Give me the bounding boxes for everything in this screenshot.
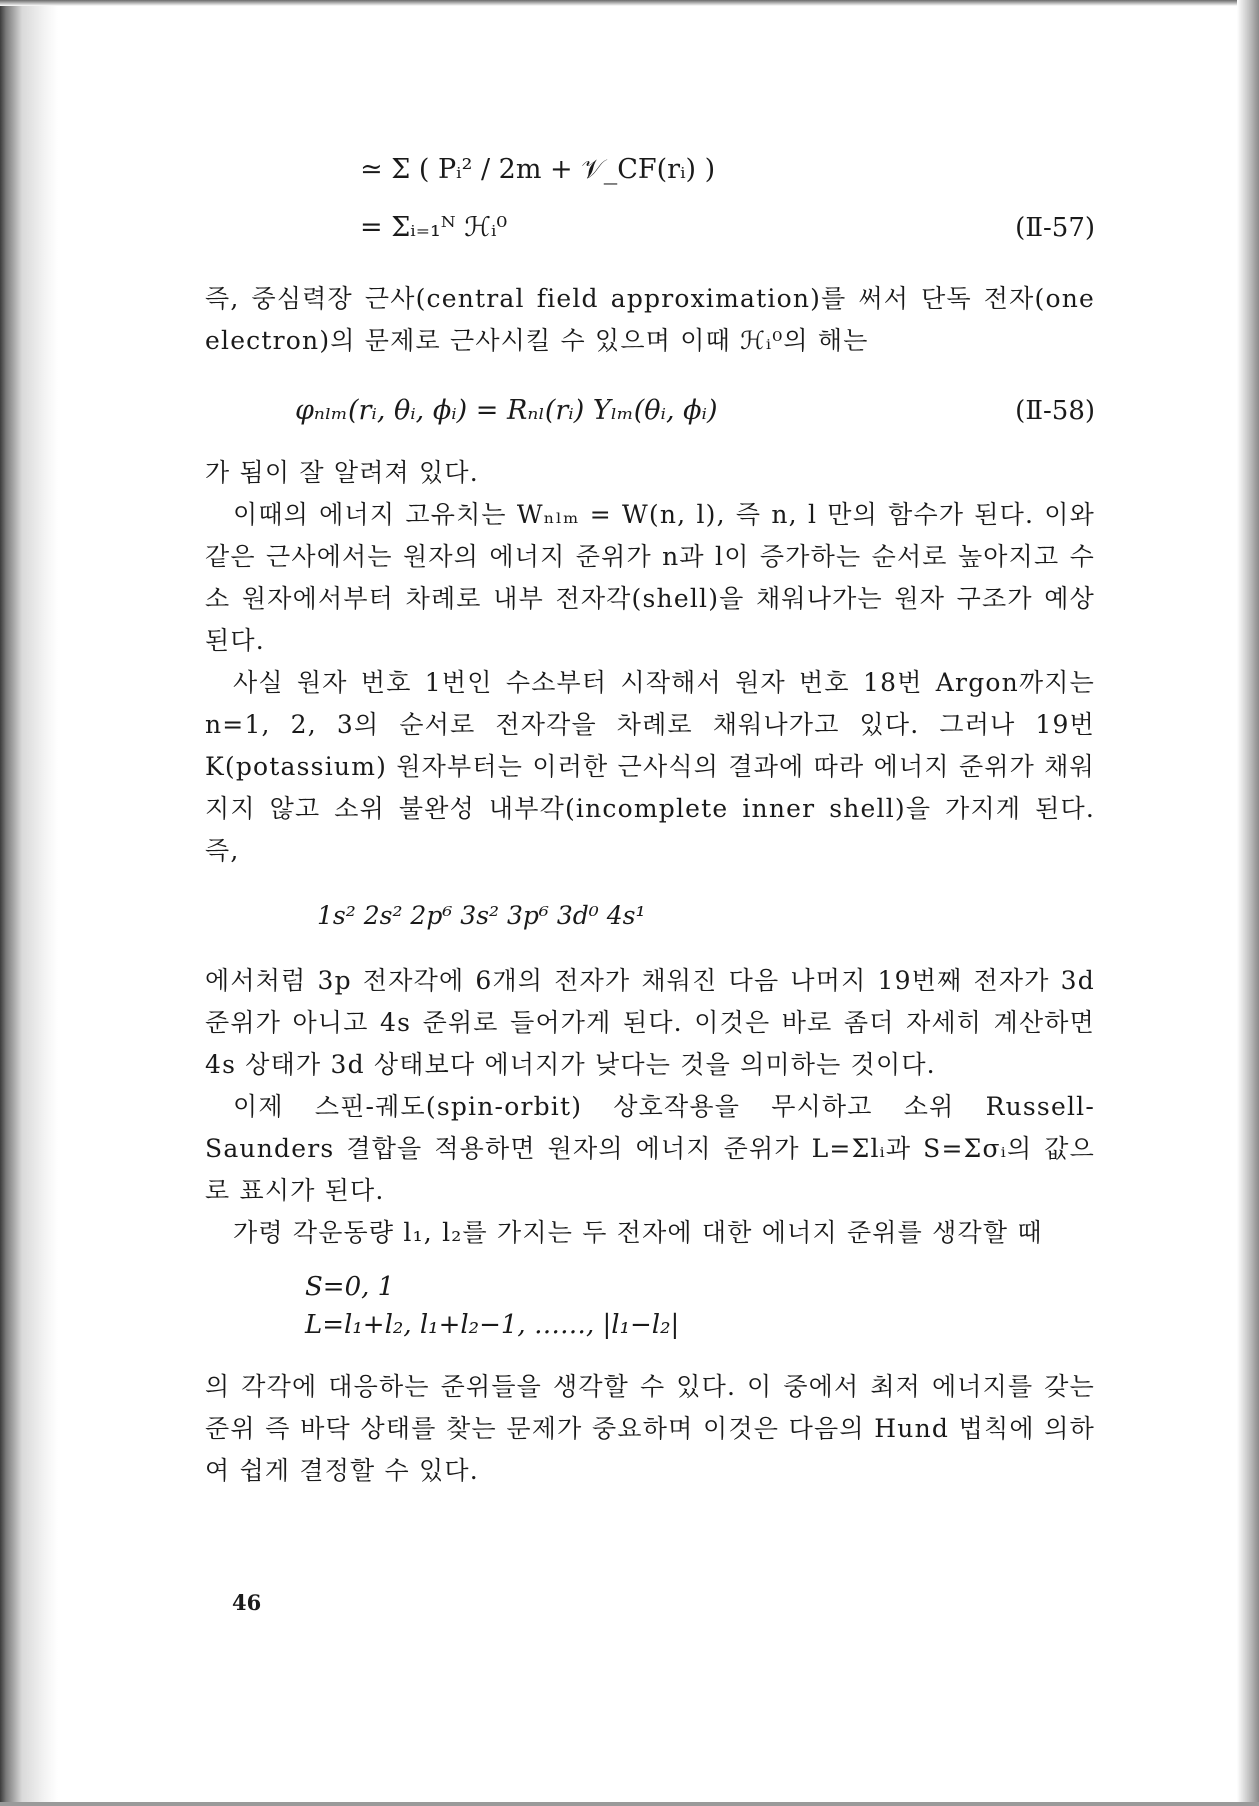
paragraph: 가령 각운동량 l₁, l₂를 가지는 두 전자에 대한 에너지 준위를 생각할 때 (233, 1218, 1043, 1247)
spin-values-line: S=0, 1 (305, 1272, 395, 1302)
page-number: 46 (232, 1590, 262, 1615)
equation-number: (Ⅱ-57) (1015, 213, 1095, 243)
electron-configuration: 1s² 2s² 2p⁶ 3s² 3p⁶ 3d⁰ 4s¹ (317, 901, 646, 930)
equation-2-57 (205, 200, 1095, 256)
paragraph: 즉, 중심력장 근사(central field approximation)를 써서 단독 전자(one electron)의 문제로 근사시킬 수 있으며 이때 ℋᵢ⁰의 해는 (205, 284, 1095, 355)
paragraph: 이때의 에너지 고유치는 Wₙₗₘ = W(n, l), 즉 n, l 만의 함수가 된다. 이와 같은 근사에서는 원자의 에너지 준위가 n과 l이 증가하는 순서로 높아지고 수소 원자에서부터 차례로 내부 전자각(shell)을 채워나가는 원자 구조가 예상된다. (205, 500, 1095, 655)
page-bottom-edge (0, 1802, 1259, 1806)
page-top-edge (0, 0, 1259, 6)
page-content (205, 140, 1095, 1492)
paragraph: 이제 스핀-궤도(spin-orbit) 상호작용을 무시하고 소위 Russell-Saunders 결합을 적용하면 원자의 에너지 준위가 L=Σlᵢ과 S=Σσᵢ의 값으로 표시가 된다. (205, 1092, 1095, 1205)
equation-2-58 (205, 384, 1095, 438)
paragraph: 가 됨이 잘 알려져 있다. (205, 458, 479, 487)
equation-expression: φₙₗₘ(rᵢ, θᵢ, ϕᵢ) = Rₙₗ(rᵢ) Yₗₘ(θᵢ, ϕᵢ) (295, 395, 718, 426)
equation-central-field-sum (205, 140, 1095, 200)
paragraph: 에서처럼 3p 전자각에 6개의 전자가 채워진 다음 나머지 19번째 전자가 3d 준위가 아니고 4s 준위로 들어가게 된다. 이것은 바로 좀더 자세히 계산하면 4s 상태가 3d 상태보다 에너지가 낮다는 것을 의미하는 것이다. (205, 966, 1095, 1079)
paragraph: 사실 원자 번호 1번인 수소부터 시작해서 원자 번호 18번 Argon까지는 n=1, 2, 3의 순서로 전자각을 차례로 채워나가고 있다. 그러나 19번 K(potassium) 원자부터는 이러한 근사식의 결과에 따라 에너지 준위가 채워지지 않고 소위 불완성 내부각(incomplete inner shell)을 가지게 된다. 즉, (205, 668, 1095, 865)
equation-number: (Ⅱ-58) (1015, 396, 1095, 426)
book-spine-shadow (0, 0, 58, 1806)
equation-expression: ≃ Σ ( Pᵢ² / 2m + 𝒱_CF(rᵢ) ) (360, 154, 716, 185)
page-right-edge (1237, 0, 1259, 1806)
orbital-values-line: L=l₁+l₂, l₁+l₂−1, ……, |l₁−l₂| (305, 1310, 680, 1340)
paragraph: 의 각각에 대응하는 준위들을 생각할 수 있다. 이 중에서 최저 에너지를 갖는 준위 즉 바닥 상태를 찾는 문제가 중요하며 이것은 다음의 Hund 법칙에 의하여 쉽게 결정할 수 있다. (205, 1372, 1095, 1485)
equation-expression: = Σᵢ₌₁ᴺ ℋᵢ⁰ (360, 212, 508, 243)
